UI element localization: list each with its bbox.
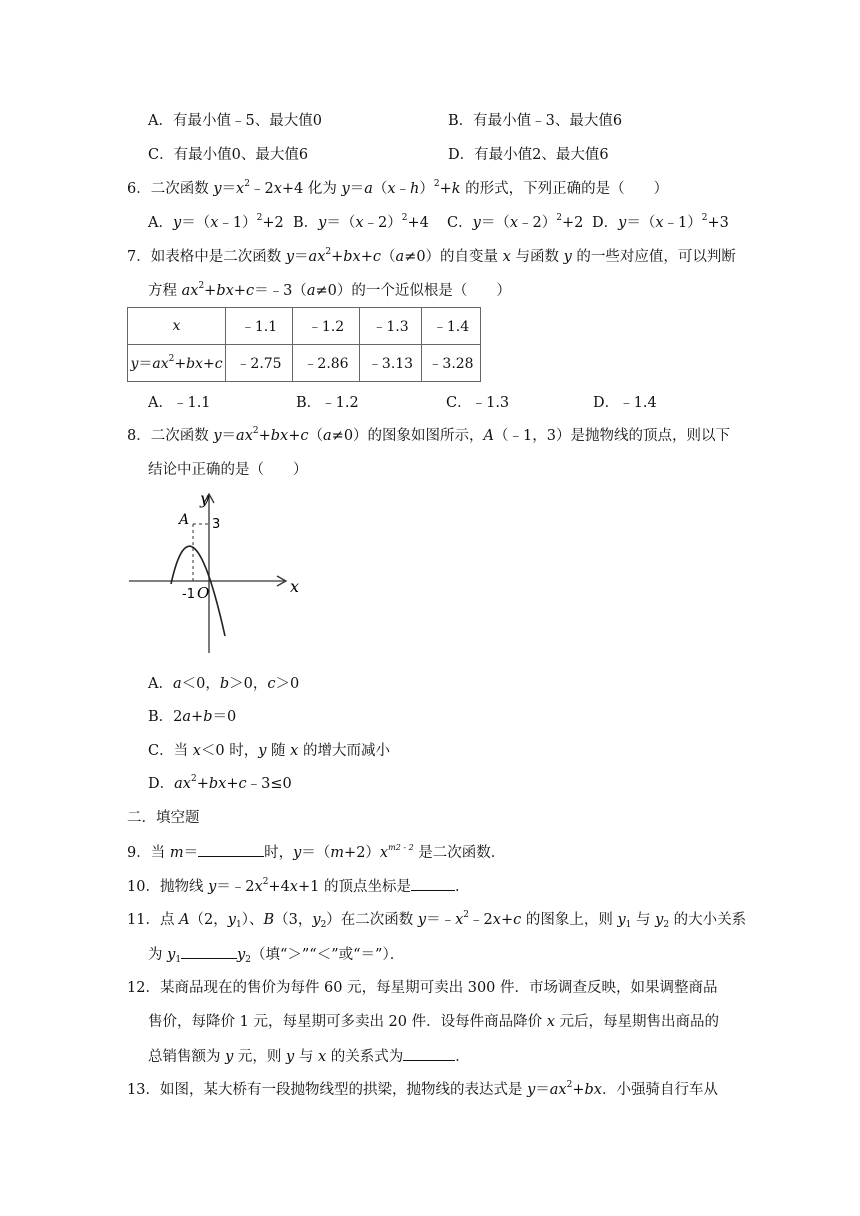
table-row-x [128, 308, 481, 345]
q11-answer-blank[interactable] [181, 945, 237, 959]
q10-answer-blank[interactable] [411, 877, 455, 891]
q5-option-d: D．有最小值2、最大值6 [448, 147, 609, 163]
q9-number: 9． [127, 845, 151, 861]
q12-stem-line2: 售价，每降价 1 元，每星期可多卖出 20 件．设每件商品降价 x 元后，每星期售出商品的 [148, 1014, 720, 1030]
q6-option-b: B．y＝（x﹣2）$^2$+4 [293, 213, 429, 231]
table-header-x: x [128, 308, 226, 345]
q6-option-c: C．y＝（x﹣2）$^2$+2 [447, 213, 584, 231]
table-cell: ﹣1.4 [422, 308, 481, 345]
q7-option-c: C．﹣1.3 [446, 395, 510, 411]
q12-number: 12． [127, 980, 160, 996]
q8-option-c: C．当 x＜0 时，y 随 x 的增大而减小 [148, 743, 390, 759]
section-title-fill-in: 二．填空题 [127, 810, 200, 826]
table-cell: ﹣2.75 [226, 345, 293, 382]
q8-number: 8． [127, 428, 151, 444]
y-tick-3: 3 [212, 517, 221, 532]
q12-stem-line3: 总销售额为 y 元，则 y 与 x 的关系式为 ． [148, 1049, 470, 1065]
table-cell: ﹣1.1 [226, 308, 293, 345]
table-cell: ﹣3.13 [360, 345, 422, 382]
q9-stem: 9．当 m＝ 时，$y=(m+2)x^{m2 - 2}$ 是二次函数． [127, 843, 506, 861]
q10-number: 10． [127, 879, 160, 895]
q9-answer-blank[interactable] [198, 843, 264, 857]
q5-option-a: A．有最小值﹣5、最大值0 [148, 113, 322, 129]
q6-option-d: D．y＝（x﹣1）$^2$+3 [592, 213, 729, 231]
x-tick-neg1: -1 [182, 587, 195, 602]
q7-number: 7． [127, 249, 151, 265]
q8-stem-line1: 8．二次函数 $y=ax^2+bx+c(a\ne 0)$的图象如图所示，A（﹣1，3）是抛物线的顶点，则以下 [127, 426, 730, 444]
y-axis-label: y [200, 489, 210, 508]
q7-option-d: D．﹣1.4 [593, 395, 657, 411]
q5-option-b: B．有最小值﹣3、最大值6 [448, 113, 623, 129]
q6-stem: 6．二次函数 $y=x^2﹣2x+4$ 化为 y＝a（x﹣h）$^2$+k 的形式，下列正确的是（ ） [127, 179, 669, 197]
table-cell: ﹣1.3 [360, 308, 422, 345]
table-row-y [128, 345, 481, 382]
q8-option-b: B．2a+b＝0 [148, 709, 237, 725]
origin-label: O [197, 584, 210, 602]
vertex-label-a: A [179, 512, 190, 528]
q8-option-a: A．a＜0，b＞0，c＞0 [148, 676, 300, 692]
q6-number: 6． [127, 181, 151, 197]
q7-stem-line1: 7．如表格中是二次函数 $y=ax^2+bx+c(a\ne 0)$的自变量 x 与函数 y 的一些对应值，可以判断 [127, 247, 736, 265]
q8-parabola-graph [124, 488, 304, 658]
q8-option-d: D．$ax^2+bx+c﹣3\le 0$ [148, 774, 292, 792]
q7-value-table [127, 307, 481, 382]
q5-option-c: C．有最小值0、最大值6 [148, 147, 309, 163]
q8-stem-line2: 结论中正确的是（ ） [148, 462, 308, 478]
q12-stem-line1: 12．某商品现在的售价为每件 60 元，每星期可卖出 300 件．市场调查反映，如果调整商品 [127, 980, 718, 996]
q7-stem-line2: 方程 $ax^2+bx+c=﹣3(a\ne 0)$的一个近似根是（ ） [148, 281, 511, 299]
q7-option-a: A．﹣1.1 [148, 395, 211, 411]
q11-stem-line2: 为 $y_1$ $y_2$（填“＞”“＜”或“＝”）． [148, 947, 405, 965]
table-cell: ﹣1.2 [293, 308, 360, 345]
q6-option-a: A．y＝（x﹣1）$^2$+2 [148, 213, 284, 231]
q13-stem-line1: 13．如图，某大桥有一段抛物线型的拱梁，抛物线的表达式是 $y=ax^2+bx$．小强骑自行车从 [127, 1080, 718, 1098]
q11-stem-line1: 11．点 A（2，$y_1$）、B（3，$y_2$）在二次函数 $y=﹣x^2﹣2x+c$ 的图象上，则 $y_1$ 与 $y_2$ 的大小关系 [127, 910, 747, 930]
q13-number: 13． [127, 1082, 160, 1098]
q11-number: 11． [127, 912, 160, 928]
table-header-y: $y=ax^2+bx+c$ [128, 345, 226, 382]
q7-option-b: B．﹣1.2 [296, 395, 359, 411]
q10-stem: 10．抛物线 $y=﹣2x^2+4x+1$ 的顶点坐标是 ． [127, 877, 470, 895]
table-cell: ﹣2.86 [293, 345, 360, 382]
table-cell: ﹣3.28 [422, 345, 481, 382]
x-axis-label: x [290, 577, 300, 596]
q12-answer-blank[interactable] [403, 1047, 455, 1061]
